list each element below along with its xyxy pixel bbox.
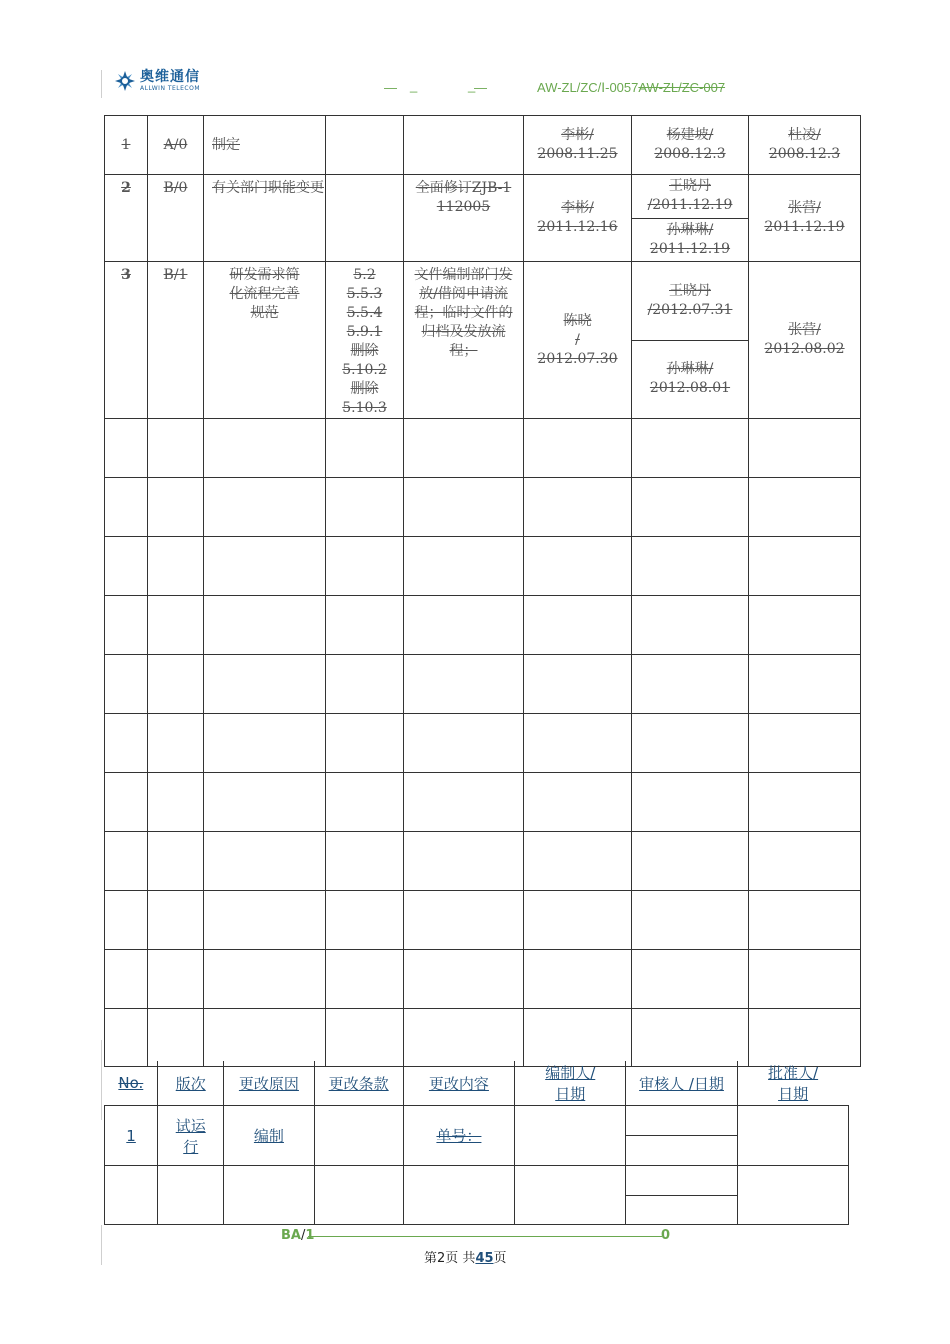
row-version: A/0 — [148, 116, 204, 175]
reviewer-name: 杨建坡/ — [666, 127, 714, 143]
header-no — [105, 1061, 158, 1106]
cell-no — [105, 1106, 158, 1166]
header-approver — [737, 1061, 848, 1106]
reviewer2-date: 2012.08.01 — [649, 380, 731, 397]
empty-row — [105, 714, 861, 773]
approver-date: 2008.12.3 — [768, 146, 841, 162]
footer-revision: 0 — [661, 1228, 671, 1243]
logo-cn-text: 奥维通信 — [140, 69, 200, 85]
row-editor — [524, 262, 632, 419]
row-approver — [749, 175, 861, 262]
reviewer1-date: /2011.12.19 — [647, 197, 733, 214]
header-label: 批准人/日期 — [768, 1064, 819, 1103]
cell-text: 1 — [126, 1126, 136, 1145]
company-logo — [114, 66, 200, 96]
row-editor — [524, 116, 632, 175]
table-row — [105, 262, 861, 419]
empty-row — [105, 832, 861, 891]
cell-text: 试运行 — [175, 1116, 206, 1156]
editor-name: 陈晓 — [563, 312, 592, 329]
approver-date: 2012.08.02 — [764, 341, 845, 357]
editor-name: 李彬/ — [561, 127, 594, 143]
revision-history-table — [104, 115, 861, 1067]
cell-clause — [314, 1106, 403, 1166]
editor-date: 2012.07.30 — [537, 350, 618, 367]
empty-row — [105, 478, 861, 537]
cell-editor — [515, 1106, 626, 1166]
clause-line: 删除 — [350, 343, 379, 359]
row-reviewer — [632, 116, 749, 175]
empty-row — [105, 537, 861, 596]
header-clause — [314, 1061, 403, 1106]
footer-version-c: 1 — [305, 1228, 315, 1243]
row-content: 文件编制部门发放/借阅申请流程；临时文件的归档及发放流程； — [404, 262, 524, 419]
header-label: 更改条款 — [328, 1074, 389, 1093]
empty-row — [105, 419, 861, 478]
clause-line: 删除 — [350, 381, 379, 397]
row-no: 3 — [105, 262, 148, 419]
reviewer1-date: /2012.07.31 — [647, 301, 733, 318]
cell-content — [403, 1106, 514, 1166]
approver-date: 2011.12.19 — [764, 219, 845, 235]
cell-reason — [224, 1106, 314, 1166]
cell-reviewer — [626, 1166, 737, 1225]
empty-row — [105, 773, 861, 832]
row-reviewer — [632, 175, 749, 262]
header-dash: _ — [410, 78, 418, 93]
cell-version — [158, 1106, 224, 1166]
editor-name: 李彬/ — [561, 200, 594, 216]
header-label: 更改内容 — [428, 1074, 489, 1093]
empty-row — [105, 596, 861, 655]
row-approver — [749, 262, 861, 419]
page-total: 45 — [475, 1251, 494, 1266]
logo-icon — [114, 70, 136, 92]
reviewer2-date: 2011.12.19 — [649, 240, 731, 257]
header-label: 编制人/日期 — [545, 1064, 596, 1103]
header-content — [403, 1061, 514, 1106]
row-editor — [524, 175, 632, 262]
approver-name: 杜凌/ — [788, 127, 821, 143]
header-dash: — — [474, 80, 487, 95]
header-dash: — — [384, 80, 397, 95]
header-label: 更改原因 — [238, 1074, 299, 1093]
header-label: No. — [118, 1074, 144, 1092]
row-content: 全面修订ZJB-1112005 — [404, 175, 524, 262]
clause-line: 5.9.1 — [346, 324, 383, 340]
document-code-current: AW-ZL/ZC/Ⅰ-0057 — [537, 80, 639, 95]
row-approver — [749, 116, 861, 175]
clause-line: 5.5.4 — [346, 305, 383, 321]
reviewer2-name: 孙琳琳/ — [666, 221, 714, 238]
cell-reviewer — [626, 1106, 737, 1166]
approver-name: 张营/ — [788, 200, 821, 216]
document-code-old: AW-ZL/ZC-007 — [638, 80, 726, 95]
empty-row — [105, 655, 861, 714]
footer-version — [281, 1228, 314, 1243]
page-prefix: 第 — [424, 1251, 438, 1266]
row-no: 1 — [105, 116, 148, 175]
reviewer1-name: 王晓丹 — [669, 282, 711, 299]
margin-line — [101, 1225, 102, 1265]
margin-line — [101, 1040, 102, 1120]
table-header-row — [105, 1061, 849, 1106]
reviewer1-name: 王晓丹 — [669, 178, 711, 195]
cell-approver — [737, 1106, 848, 1166]
reviewer2-name: 孙琳琳/ — [666, 361, 714, 378]
clause-line: 5.5.3 — [346, 286, 383, 302]
page-number — [424, 1247, 507, 1266]
clause-line: 5.2 — [353, 267, 376, 283]
header-label: 审核人 /日期 — [639, 1074, 724, 1093]
footer-version-a: BA — [281, 1228, 301, 1243]
row-version: B/0 — [148, 175, 204, 262]
approver-name: 张营/ — [788, 322, 821, 338]
table-row — [105, 1166, 849, 1225]
row-clause — [326, 116, 404, 175]
document-code — [537, 80, 725, 96]
editor-date: 2011.12.16 — [537, 219, 618, 235]
row-content — [404, 116, 524, 175]
row-no: 2 — [105, 175, 148, 262]
header-version — [158, 1061, 224, 1106]
empty-row — [105, 950, 861, 1009]
empty-row — [105, 891, 861, 950]
editor-slash: / — [575, 331, 580, 348]
header-margin-line — [101, 70, 102, 98]
footer-line — [308, 1236, 662, 1237]
row-clause — [326, 262, 404, 419]
header-editor — [515, 1061, 626, 1106]
page-suffix: 页 — [493, 1251, 507, 1266]
cell-text: 单号： — [436, 1127, 482, 1145]
cell-text: 编制 — [253, 1127, 284, 1145]
logo-en-text: ALLWIN TELECOM — [140, 85, 201, 92]
reviewer-date: 2008.12.3 — [654, 146, 726, 162]
row-reason: 研发需求简化流程完善规范 — [204, 262, 326, 419]
clause-line: 5.10.3 — [342, 400, 387, 416]
row-version: B/1 — [148, 262, 204, 419]
row-clause — [326, 175, 404, 262]
page-mid: 页 共 — [445, 1251, 476, 1266]
header-dash: _ — [468, 78, 476, 93]
change-record-table — [104, 1061, 849, 1225]
footer-version-slash: / — [300, 1228, 306, 1243]
clause-line: 5.10.2 — [342, 362, 387, 378]
row-reason: 制定 — [204, 116, 326, 175]
table-row — [105, 1106, 849, 1166]
empty-row — [105, 1009, 861, 1067]
row-reason: 有关部门职能变更 — [204, 175, 326, 262]
table-row — [105, 175, 861, 262]
header-reason — [224, 1061, 314, 1106]
table-row — [105, 116, 861, 175]
page-current: 2 — [437, 1251, 446, 1266]
header-label: 版次 — [175, 1074, 206, 1093]
header-reviewer — [626, 1061, 737, 1106]
row-reviewer — [632, 262, 749, 419]
editor-date: 2008.11.25 — [537, 146, 618, 162]
